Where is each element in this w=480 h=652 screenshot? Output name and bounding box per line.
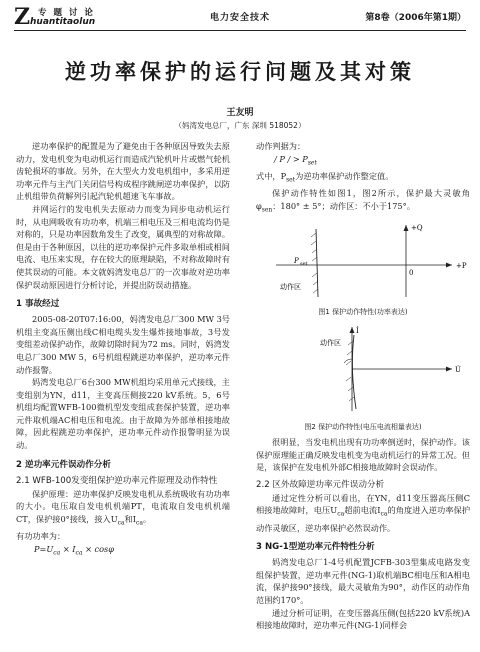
paragraph-accident-2: 妈湾发电总厂6台300 MW机组均采用单元式接线，主变组别为YN，d11，主变高压侧接220 kV系统。5，6号机组均配置WFB-100微机型发变组成套保护装置，逆功率元件取机端AC相电压和电流。由于故障为外部单相接地故障，因此程跳逆功率保护，逆功率元件动作报警明显为误动。 <box>16 377 230 451</box>
subsection-heading-2-1: 2.1 WFB-100发变组保护逆功率元件原理及动作特性 <box>16 475 218 486</box>
figure-1-caption: 图1 保护动作特性(功率表达) <box>318 308 408 317</box>
fig2-label-i: İ <box>356 327 359 336</box>
page-header <box>14 6 466 32</box>
paragraph-intro-1: 逆功率保护的配置是为了避免由于各种原因导致失去原动力，发电机变为电动机运行而造成汽轮机叶片或燃气轮机齿轮损坏的事故。另外，在大型火力发电机组中，多采用逆功率元件与主汽门关闭信号构成程序跳闸逆功率保护，以防止机组带负荷解列引起汽轮机超速飞车事故。 <box>16 141 230 202</box>
paper-title: 逆功率保护的运行问题及其对策 <box>65 60 415 84</box>
paragraph-power-label: 有功功率为： <box>16 531 66 542</box>
formula-power: $P=U_{ca} \times I_{ca} \times \cos\varphi$ <box>34 543 114 557</box>
section-heading-3: 3 NG-1型逆功率元件特性分析 <box>256 542 375 553</box>
paragraph-ng1-2: 通过分析可证明，在变压器高压侧(包括220 kV系统)A相接地故障时，逆功率元件(NG-1)同样会 <box>256 607 470 631</box>
fig1-label-region: 动作区 <box>280 282 301 291</box>
paragraph-ng1-1: 妈湾发电总厂1-4号机配置JCFB-303型集成电路发变组保护装置，逆功率元件(NG-1)取机端BC相电压和A相电流，保护接90°接线，最大灵敏角为90°，动作区的动作角范围约170°。 <box>256 557 470 606</box>
figure-1-diagram <box>256 219 470 301</box>
figure-2-diagram <box>256 323 470 415</box>
subsection-heading-2-2: 2.2 区外故障逆功率元件误动分析 <box>256 479 385 490</box>
paragraph-external-fault: 通过定性分析可以看出，在YN，d11变压器高压侧C相接地故障时，电压$U_{ca}$超前电流$I_{ca}$的角度进入逆功率保护动作灵敏区，逆功率保护必然误动作。 <box>256 492 471 533</box>
author: 王友明 <box>226 108 254 118</box>
section-heading-2: 2 逆功率元件误动作分析 <box>16 459 111 470</box>
fig1-label-pset: P <box>294 256 299 265</box>
paragraph-accident-1: 2005-08-20T07:16:00，妈湾发电总厂300 MW 3号机组主变高压侧出线C相电缆头发生爆炸接地事故，3号发变组差动保护动作，故障切除时间为72 ms。同时，妈湾发电总厂300 MW 5，6号机组程跳逆功率保护，逆功率元件动作报警。 <box>16 314 230 375</box>
formula-criterion: / P / > $P_{set}$ <box>274 153 317 167</box>
fig2-label-region: 动作区 <box>320 339 341 348</box>
figure-2-caption: 图2 保护动作特性(电压电流相量表达) <box>304 423 422 432</box>
fig2-label-u: U̇ <box>455 366 461 375</box>
paragraph-intro-2: 并网运行的发电机失去原动力而变为同步电动机运行时，从电网吸收有功功率，机端三相电压及三相电流均仍是对称的，只是功率因数角发生了改变，属典型的对称故障。但是由于各种原因，以往的逆功率保护元件多取单相或相间电流、电压来实现，存在较大的原理缺陷，不对称故障时有使其误动的可能。本文就妈湾发电总厂的一次事故对逆功率保护误动原因进行分析讨论，并提出防误动措施。 <box>16 203 230 290</box>
paragraph-characteristic: 保护动作特性如图1，图2所示，保护最大灵敏角$\varphi_{sen}$：180° ± 5°；动作区：不小于175°。 <box>256 188 470 214</box>
journal-name: 电力安全技术 <box>209 13 270 23</box>
section-heading-1: 1 事故经过 <box>16 299 60 310</box>
paragraph-principle: 保护原理：逆功率保护反映发电机从系统吸收有功功率的大小。电压取自发电机机端PT，电流取自发电机机端CT，保护接0°接线，接入$U_{ca}$和$I_{ca}$。 <box>16 488 230 527</box>
fig1-axis-p: +P <box>456 261 467 270</box>
right-column <box>256 140 470 632</box>
fig1-axis-q: +Q <box>411 223 423 232</box>
paragraph-analysis: 很明显，当发电机出现有功功率倒送时，保护动作。该保护原理能正确反映发电机变为电动机运行的异常工况。但是，该保护在发电机外部C相接地故障时会误动作。 <box>256 437 470 473</box>
svg-text:set: set <box>300 260 308 267</box>
column-name-en: huantitaolun <box>30 17 96 27</box>
criterion-label: 动作判据为： <box>256 141 306 151</box>
fig1-label-origin: 0 <box>409 268 414 277</box>
affiliation: （妈湾发电总厂，广东 深圳 518052） <box>174 121 306 130</box>
header-rule <box>14 30 466 31</box>
issue-info: 第8卷（2006年第1期） <box>365 13 466 23</box>
column-logo-letter: Z <box>14 4 31 30</box>
criterion-note: 式中，$P_{set}$为逆功率保护动作整定值。 <box>256 170 394 184</box>
column-name-cn: 专 题 讨 论 <box>38 8 95 18</box>
left-column <box>16 140 230 560</box>
